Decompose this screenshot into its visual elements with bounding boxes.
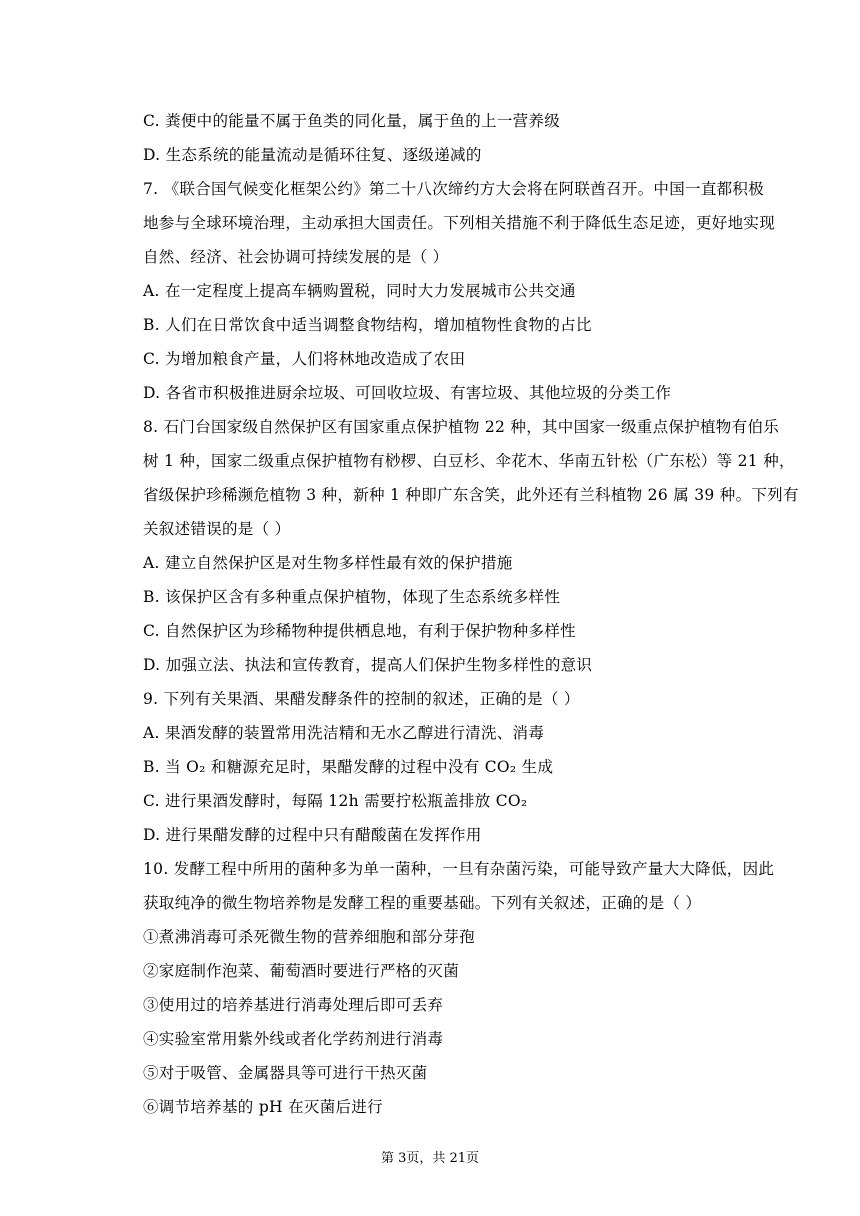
statement-2-q10: ②家庭制作泡菜、葡萄酒时要进行严格的灭菌 bbox=[143, 962, 460, 980]
question-9-line-1: 9. 下列有关果酒、果醋发酵条件的控制的叙述，正确的是（ ） bbox=[143, 690, 580, 708]
question-8-line-4: 关叙述错误的是（ ） bbox=[143, 520, 291, 538]
question-8-line-1: 8. 石门台国家级自然保护区有国家重点保护植物 22 种，其中国家一级重点保护植物有伯乐 bbox=[143, 418, 779, 436]
statement-5-q10: ⑤对于吸管、金属器具等可进行干热灭菌 bbox=[143, 1064, 428, 1082]
option-b-q7: B. 人们在日常饮食中适当调整食物结构，增加植物性食物的占比 bbox=[143, 316, 592, 334]
option-a-q8: A. 建立自然保护区是对生物多样性最有效的保护措施 bbox=[143, 554, 513, 572]
option-b-q9: B. 当 O₂ 和糖源充足时，果醋发酵的过程中没有 CO₂ 生成 bbox=[143, 758, 554, 776]
question-7-line-1: 7. 《联合国气候变化框架公约》第二十八次缔约方大会将在阿联酋召开。中国一直都积极 bbox=[143, 180, 765, 198]
option-d-q6: D. 生态系统的能量流动是循环往复、逐级递减的 bbox=[143, 146, 482, 164]
statement-4-q10: ④实验室常用紫外线或者化学药剂进行消毒 bbox=[143, 1030, 444, 1048]
option-b-q8: B. 该保护区含有多种重点保护植物，体现了生态系统多样性 bbox=[143, 588, 561, 606]
question-8-line-3: 省级保护珍稀濒危植物 3 种，新种 1 种即广东含笑，此外还有兰科植物 26 属 39 种。下列有 bbox=[143, 486, 799, 504]
option-c-q8: C. 自然保护区为珍稀物种提供栖息地，有利于保护物种多样性 bbox=[143, 622, 576, 640]
option-a-q9: A. 果酒发酵的装置常用洗洁精和无水乙醇进行清洗、消毒 bbox=[143, 724, 545, 742]
option-d-q9: D. 进行果醋发酵的过程中只有醋酸菌在发挥作用 bbox=[143, 826, 482, 844]
option-d-q7: D. 各省市积极推进厨余垃圾、可回收垃圾、有害垃圾、其他垃圾的分类工作 bbox=[143, 384, 672, 402]
option-a-q7: A. 在一定程度上提高车辆购置税，同时大力发展城市公共交通 bbox=[143, 282, 576, 300]
page-footer: 第 3页，共 21页 bbox=[380, 1151, 480, 1166]
question-10-line-2: 获取纯净的微生物培养物是发酵工程的重要基础。下列有关叙述，正确的是（ ） bbox=[143, 894, 702, 912]
question-7-line-3: 自然、经济、社会协调可持续发展的是（ ） bbox=[143, 248, 449, 266]
option-c-q7: C. 为增加粮食产量，人们将林地改造成了农田 bbox=[143, 350, 466, 368]
option-c-q9: C. 进行果酒发酵时，每隔 12h 需要拧松瓶盖排放 CO₂ bbox=[143, 792, 528, 810]
option-c-q6: C. 粪便中的能量不属于鱼类的同化量，属于鱼的上一营养级 bbox=[143, 112, 561, 130]
statement-6-q10: ⑥调节培养基的 pH 在灭菌后进行 bbox=[143, 1098, 383, 1116]
statement-1-q10: ①煮沸消毒可杀死微生物的营养细胞和部分芽孢 bbox=[143, 928, 475, 946]
question-7-line-2: 地参与全球环境治理，主动承担大国责任。下列相关措施不利于降低生态足迹，更好地实现 bbox=[143, 214, 776, 232]
statement-3-q10: ③使用过的培养基进行消毒处理后即可丢弃 bbox=[143, 996, 444, 1014]
question-8-line-2: 树 1 种，国家二级重点保护植物有桫椤、白豆杉、伞花木、华南五针松（广东松）等 21 种， bbox=[143, 452, 795, 470]
question-10-line-1: 10. 发酵工程中所用的菌种多为单一菌种，一旦有杂菌污染，可能导致产量大大降低，因此 bbox=[143, 860, 775, 878]
option-d-q8: D. 加强立法、执法和宣传教育，提高人们保护生物多样性的意识 bbox=[143, 656, 593, 674]
